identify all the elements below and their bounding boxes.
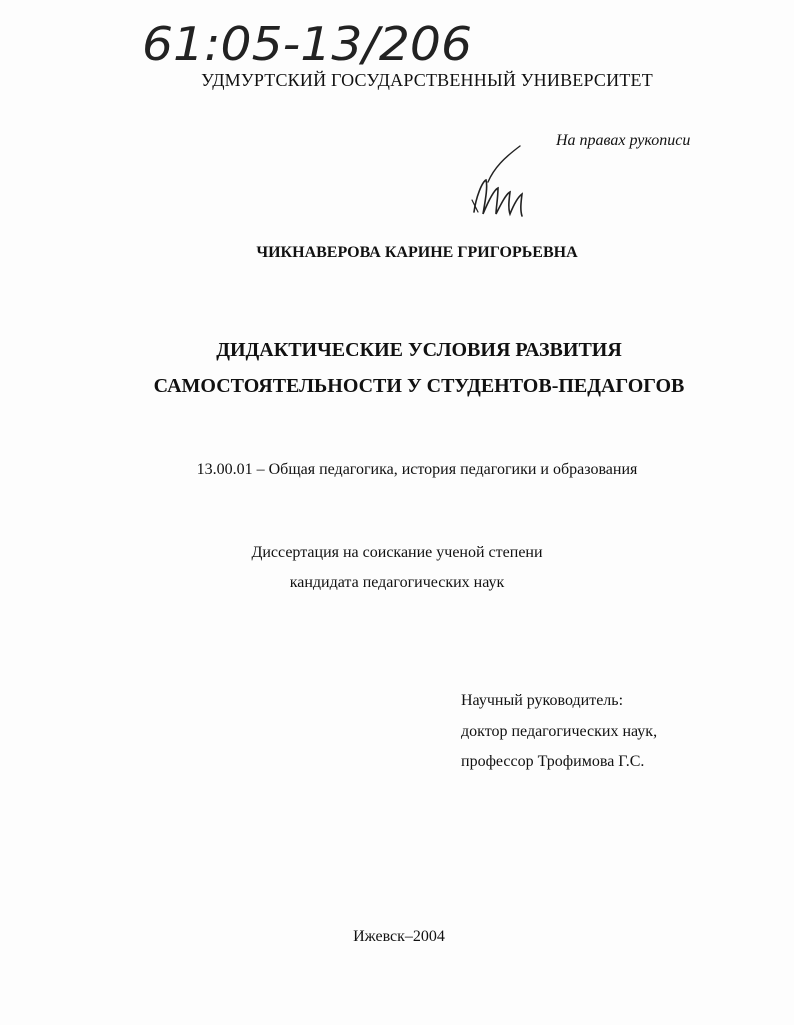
supervisor-name: профессор Трофимова Г.С. <box>461 753 645 770</box>
handwritten-archive-code <box>138 14 498 70</box>
degree-line-1: Диссертация на соискание ученой степени <box>251 544 543 561</box>
title-line-2: САМОСТОЯТЕЛЬНОСТИ У СТУДЕНТОВ-ПЕДАГОГОВ <box>153 375 685 397</box>
archive-code-text: 61:05-13/206 <box>142 17 472 70</box>
specialty-code: 13.00.01 – Общая педагогика, история педагогики и образования <box>196 461 638 478</box>
manuscript-note: На правах рукописи <box>556 132 691 149</box>
degree-statement <box>0 538 794 598</box>
degree-line-2: кандидата педагогических наук <box>289 574 505 591</box>
title-line-1: ДИДАКТИЧЕСКИЕ УСЛОВИЯ РАЗВИТИЯ <box>216 339 622 361</box>
supervisor-label: Научный руководитель: <box>461 692 624 709</box>
supervisor-degree: доктор педагогических наук, <box>461 722 658 740</box>
university-name: УДМУРТСКИЙ ГОСУДАРСТВЕННЫЙ УНИВЕРСИТЕТ <box>201 70 653 90</box>
author-name: ЧИКНАВЕРОВА КАРИНЕ ГРИГОРЬЕВНА <box>256 244 578 261</box>
supervisor-block <box>461 686 657 778</box>
city-year: Ижевск–2004 <box>353 928 445 945</box>
signature <box>468 142 540 226</box>
dissertation-title <box>22 332 794 404</box>
